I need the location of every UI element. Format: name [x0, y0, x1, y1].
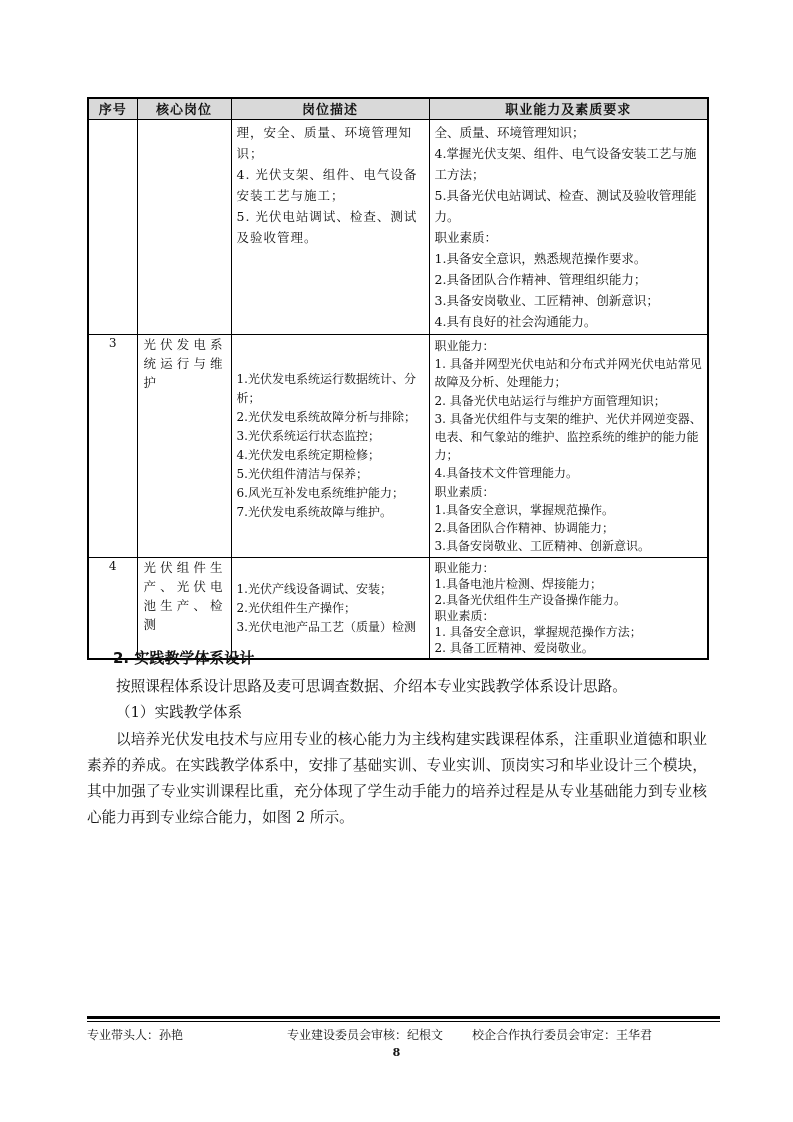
row-description: [231, 335, 429, 558]
row-core-post: 光伏发电系统运行与维护: [137, 335, 231, 558]
header-post-description: 岗位描述: [231, 98, 429, 120]
row-requirements: [429, 558, 708, 660]
table-row: [88, 120, 708, 335]
desc-line: 4. 光伏支架、组件、电气设备安装工艺与施工；: [236, 167, 418, 203]
section-heading: 2. 实践教学体系设计: [113, 649, 255, 667]
desc-line: 1.光伏产线设备调试、安装；: [236, 581, 392, 596]
req-line: 1.具备电池片检测、焊接能力；: [434, 577, 602, 592]
req-line: 4.掌握光伏支架、组件、电气设备安装工艺与施工方法；: [434, 146, 697, 182]
req-line: 职业能力：: [434, 339, 495, 353]
req-line: 职业素质：: [434, 230, 498, 245]
row-core-post: [137, 120, 231, 335]
footer-school-committee: 校企合作执行委员会审定：王华君: [472, 1028, 653, 1042]
req-line: 职业素质：: [434, 609, 495, 624]
table-row: [88, 335, 708, 558]
req-line: 2.具备团队合作精神、协调能力；: [434, 521, 614, 536]
req-line: 职业素质：: [434, 484, 495, 499]
row-requirements: [429, 335, 708, 558]
req-line: 1. 具备安全意识，掌握规范操作方法；: [434, 625, 642, 640]
row-serial: 4: [88, 558, 137, 660]
footer-committee: 专业建设委员会审核：纪根文: [287, 1028, 444, 1042]
desc-line: 7.光伏发电系统故障与维护。: [236, 505, 392, 520]
row-requirements: [429, 120, 708, 335]
row-description: [231, 558, 429, 660]
req-line: 3.具备安岗敬业、工匠精神、创新意识。: [434, 539, 650, 554]
desc-line: 5. 光伏电站调试、检查、测试及验收管理。: [236, 209, 418, 245]
desc-line: 2.光伏组件生产操作；: [236, 600, 356, 615]
desc-line: 5.光伏组件清洁与保养；: [236, 467, 368, 482]
req-line: 4.具备技术文件管理能力。: [434, 466, 578, 481]
position-table: [87, 97, 709, 660]
req-line: 职业能力：: [434, 561, 495, 576]
desc-line: 3.光伏系统运行状态监控；: [236, 429, 380, 444]
header-ability-requirements: 职业能力及素质要求: [429, 98, 708, 120]
paragraph: 以培养光伏发电技术与应用专业的核心能力为主线构建实践课程体系，注重职业道德和职业素养的养成。在实践教学体系中，安排了基础实训、专业实训、顶岗实习和毕业设计三个模块，其中加强了专业实训课程比重，充分体现了学生动手能力的培养过程是从专业基础能力到专业核心能力再到专业综合能力，如图 2 所示。: [87, 731, 707, 826]
req-line: 1.具备安全意识，掌握规范操作。: [434, 502, 614, 517]
desc-line: 4.光伏发电系统定期检修；: [236, 448, 380, 463]
footer-rule-thin: [87, 1021, 720, 1022]
req-line: 2. 具备光伏电站运行与维护方面管理知识；: [434, 393, 666, 408]
table-header-row: [88, 98, 708, 120]
desc-line: 2.光伏发电系统故障分析与排除；: [236, 410, 416, 425]
row-description: [231, 120, 429, 335]
req-line: 5.具备光伏电站调试、检查、测试及验收管理能力。: [434, 188, 697, 224]
header-core-post: 核心岗位: [137, 98, 231, 120]
subheading: （1）实践教学体系: [116, 704, 243, 721]
row-core-post: 光伏组件生产、光伏电池生产、检测: [137, 558, 231, 660]
table-row: [88, 558, 708, 660]
req-line: 2.具备光伏组件生产设备操作能力。: [434, 593, 626, 608]
desc-line: 3.光伏电池产品工艺（质量）检测: [236, 619, 416, 634]
req-line: 1. 具备并网型光伏电站和分布式并网光伏电站常见故障及分析、处理能力；: [434, 357, 702, 390]
footer-leader: 专业带头人：孙艳: [87, 1028, 184, 1042]
paragraph: 按照课程体系设计思路及麦可思调查数据、介绍本专业实践教学体系设计思路。: [116, 678, 627, 695]
req-line: 全、质量、环境管理知识；: [434, 125, 585, 140]
row-serial: [88, 120, 137, 335]
req-line: 3.具备安岗敬业、工匠精神、创新意识；: [434, 293, 659, 308]
page-number: 8: [392, 1046, 401, 1059]
req-line: 2.具备团队合作精神、管理组织能力；: [434, 272, 647, 287]
req-line: 2. 具备工匠精神、爱岗敬业。: [434, 641, 594, 656]
req-line: 3. 具备光伏组件与支架的维护、光伏并网逆变器、电表、和气象站的维护、监控系统的维护的能力能力；: [434, 411, 702, 463]
desc-line: 理，安全、质量、环境管理知识；: [236, 125, 413, 161]
header-serial: 序号: [88, 98, 137, 120]
desc-line: 1.光伏发电系统运行数据统计、分析；: [236, 372, 416, 406]
desc-line: 6.风光互补发电系统维护能力；: [236, 486, 404, 501]
req-line: 1.具备安全意识，熟悉规范操作要求。: [434, 251, 647, 266]
row-serial: 3: [88, 335, 137, 558]
req-line: 4.具有良好的社会沟通能力。: [434, 314, 597, 329]
footer-rule-thick: [87, 1016, 720, 1019]
